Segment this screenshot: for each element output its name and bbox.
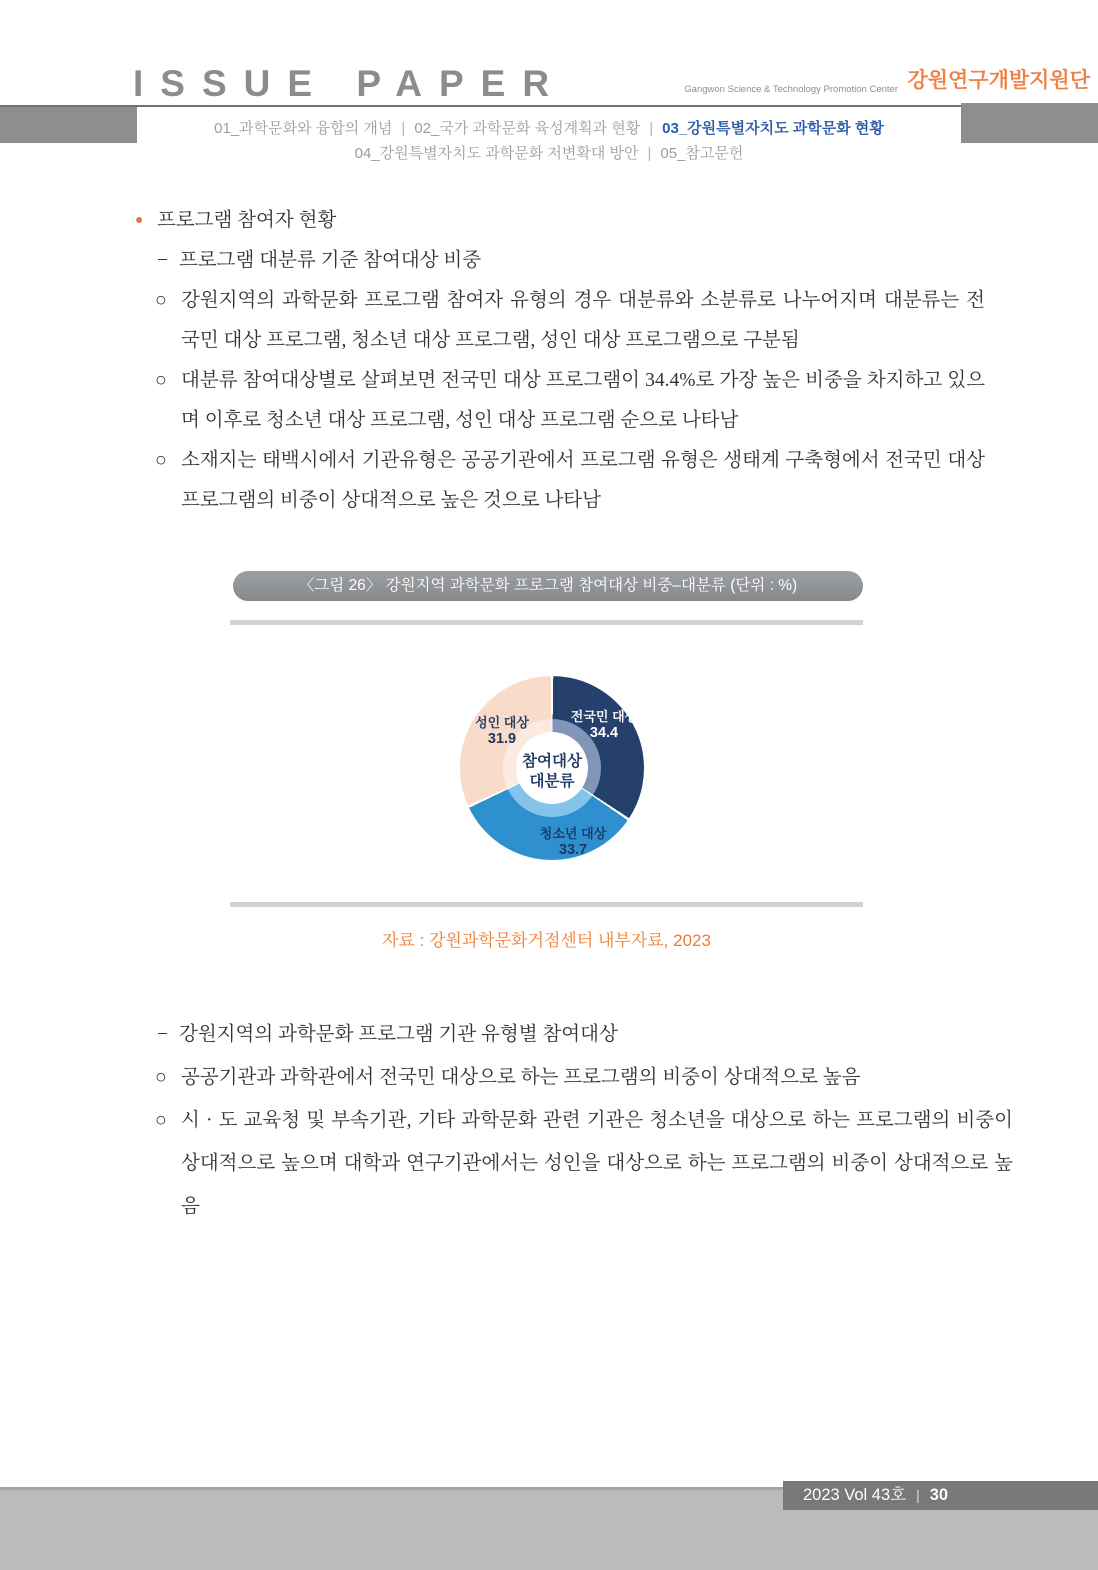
section-program-participants <box>135 201 985 521</box>
slice-value: 34.4 <box>589 725 619 741</box>
nav-separator: | <box>647 145 652 162</box>
slice-value: 31.9 <box>487 731 517 747</box>
list-item <box>155 441 985 521</box>
list-item-text: 프로그램 대분류 기준 참여대상 비중 <box>179 250 482 271</box>
section-heading <box>135 201 985 241</box>
circle-marker-icon: ○ <box>155 370 167 391</box>
nav-item-03-active: 03_강원특별자치도 과학문화 현황 <box>662 120 884 137</box>
figure-caption: 〈그림 26〉 강원지역 과학문화 프로그램 참여대상 비중–대분류 (단위 : %) <box>233 571 863 601</box>
dash-marker-icon: − <box>157 250 168 271</box>
brand-name: 강원연구개발지원단 <box>907 69 1090 92</box>
slice-value: 33.7 <box>558 842 588 858</box>
header-rule <box>0 105 961 107</box>
circle-marker-icon: ○ <box>155 1067 167 1088</box>
circle-marker-icon: ○ <box>155 1110 167 1131</box>
section-institution-types <box>135 1013 1013 1228</box>
footer-issue-label: 2023 Vol 43호 <box>803 1486 907 1504</box>
slice-name: 성인 대상 <box>475 715 529 730</box>
nav-item-04: 04_강원특별자치도 과학문화 저변확대 방안 <box>354 145 639 162</box>
footer-bar <box>783 1481 1098 1510</box>
toc-nav-row-2 <box>137 142 961 163</box>
donut-chart <box>460 676 644 860</box>
list-item-text: 강원지역의 과학문화 프로그램 참여자 유형의 경우 대분류와 소분류로 나누어지며 대분류는 전 국민 대상 프로그램, 청소년 대상 프로그램, 성인 대상 프로그램으로 구분됨 <box>181 290 985 351</box>
circle-marker-icon: ○ <box>155 290 167 311</box>
circle-marker-icon: ○ <box>155 450 167 471</box>
nav-item-01: 01_과학문화와 융합의 개념 <box>214 120 393 137</box>
nav-separator: | <box>649 120 654 137</box>
figure-divider-bottom <box>230 902 863 907</box>
dash-marker-icon: − <box>157 1024 168 1045</box>
section-heading-text: 프로그램 참여자 현황 <box>157 210 337 231</box>
toc-nav-row-1 <box>137 117 961 138</box>
slice-label-adult <box>447 715 557 747</box>
slice-label-nationwide <box>549 709 659 741</box>
list-item <box>155 1099 1013 1228</box>
nav-item-02: 02_국가 과학문화 육성계획과 현황 <box>414 120 641 137</box>
bullet-dot-icon: ● <box>135 213 144 228</box>
issue-paper-wordmark: ISSUE PAPER <box>133 63 567 104</box>
list-item-text: 강원지역의 과학문화 프로그램 기관 유형별 참여대상 <box>179 1024 618 1045</box>
list-item <box>155 361 985 441</box>
list-item-text: 소재지는 태백시에서 기관유형은 공공기관에서 프로그램 유형은 생태계 구축형에서 전국민 대상 프로그램의 비중이 상대적으로 높은 것으로 나타남 <box>181 450 985 511</box>
slice-name: 청소년 대상 <box>539 826 607 841</box>
list-item <box>155 281 985 361</box>
center-label-line1: 참여대상 <box>522 753 582 770</box>
center-english-name: Gangwon Science & Technology Promotion Center <box>684 84 898 95</box>
header-right-block <box>961 103 1098 143</box>
list-item-text: 시 · 도 교육청 및 부속기관, 기타 과학문화 관련 기관은 청소년을 대상으로 하는 프로그램의 비중이 상대적으로 높으며 대학과 연구기관에서는 성인을 대상으로 하는 프로그램의 비중이 상대적으로 높음 <box>181 1110 1013 1217</box>
footer-separator: | <box>916 1487 920 1503</box>
nav-separator: | <box>401 120 406 137</box>
list-item <box>155 1056 1013 1099</box>
header-left-block <box>0 107 137 143</box>
slice-label-youth <box>518 826 628 858</box>
center-label-line2: 대분류 <box>529 773 575 790</box>
footer-page-number: 30 <box>929 1486 949 1504</box>
figure-divider-top <box>230 620 863 625</box>
slice-name: 전국민 대상 <box>570 709 638 724</box>
nav-item-05: 05_참고문헌 <box>660 145 744 162</box>
list-item <box>157 1013 1013 1056</box>
list-item-text: 공공기관과 과학관에서 전국민 대상으로 하는 프로그램의 비중이 상대적으로 높음 <box>181 1067 861 1088</box>
list-item <box>157 241 985 281</box>
figure-source: 자료 : 강원과학문화거점센터 내부자료, 2023 <box>382 931 711 950</box>
list-item-text: 대분류 참여대상별로 살펴보면 전국민 대상 프로그램이 34.4%로 가장 높은 비중을 차지하고 있으며 이후로 청소년 대상 프로그램, 성인 대상 프로그램 순으로 나타남 <box>181 370 985 431</box>
donut-center-label <box>460 752 644 792</box>
